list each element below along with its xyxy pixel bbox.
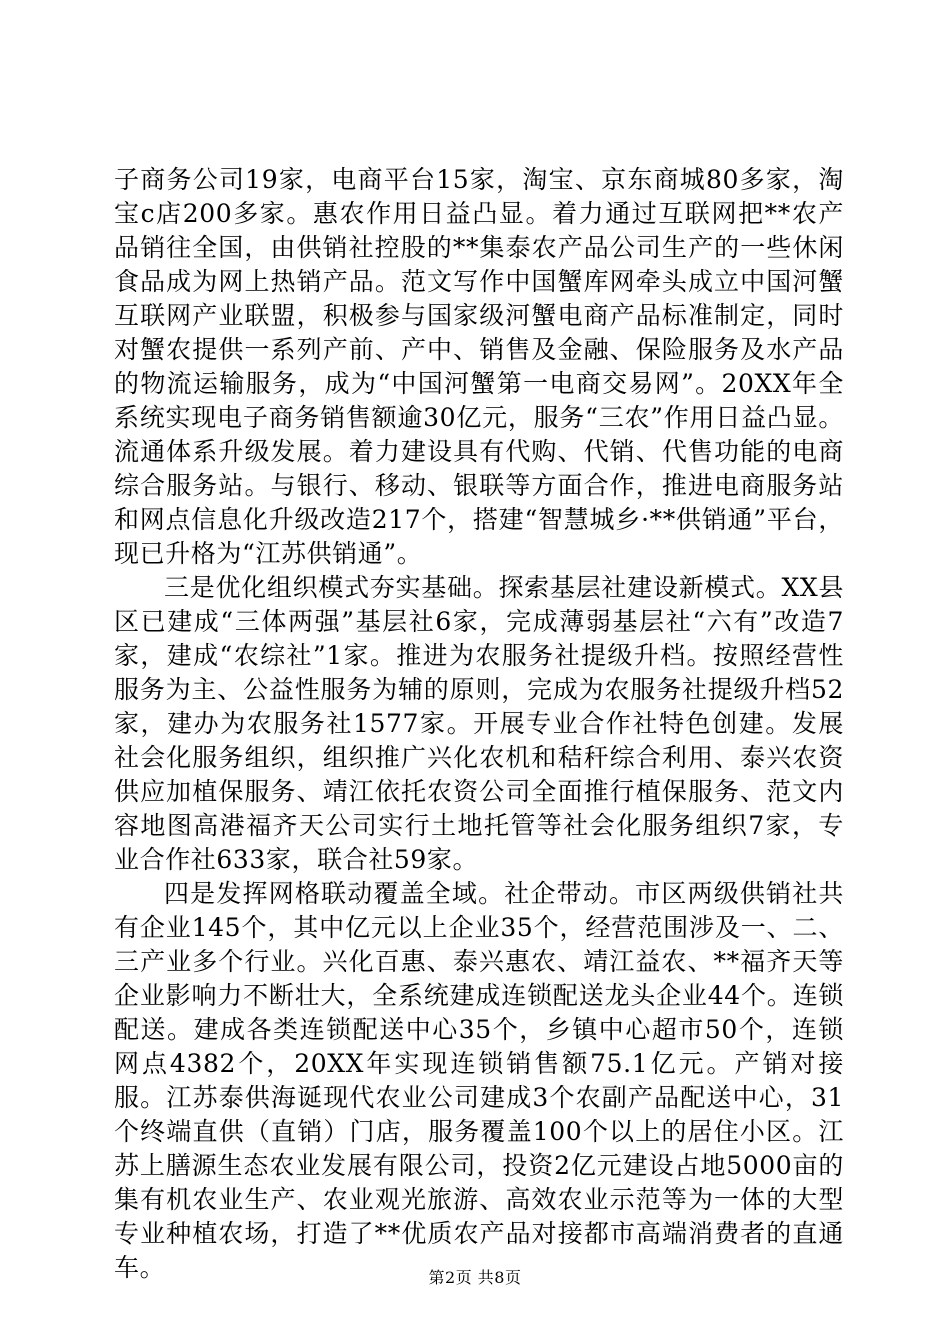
document-body: [114, 163, 844, 1285]
page-number-footer: 第2页 共8页: [428, 1268, 522, 1287]
paragraph-organization-model: 三是优化组织模式夯实基础。探索基层社建设新模式。XX县区已建成“三体两强”基层社6家，完成薄弱基层社“六有”改造7家，建成“农综社”1家。推进为农服务社提级升档。按照经营性服务为主、公益性服务为辅的原则，完成为农服务社提级升档52家，建办为农服务社1577家。开展专业合作社特色创建。发展社会化服务组织，组织推广兴化农机和秸秆综合利用、泰兴农资供应加植保服务、靖江依托农资公司全面推行植保服务、范文内容地图高港福齐天公司实行土地托管等社会化服务组织7家，专业合作社633家，联合社59家。: [114, 573, 844, 874]
paragraph-grid-coverage: 四是发挥网格联动覆盖全域。社企带动。市区两级供销社共有企业145个，其中亿元以上企业35个，经营范围涉及一、二、三产业多个行业。兴化百惠、泰兴惠农、靖江益农、**福齐天等企业影响力不断壮大，全系统建成连锁配送龙头企业44个。连锁配送。建成各类连锁配送中心35个，乡镇中心超市50个，连锁网点4382个，20XX年实现连锁销售额75.1亿元。产销对接服。江苏泰供海诞现代农业公司建成3个农副产品配送中心，31个终端直供（直销）门店，服务覆盖100个以上的居住小区。江苏上膳源生态农业发展有限公司，投资2亿元建设占地5000亩的集有机农业生产、农业观光旅游、高效农业示范等为一体的大型专业种植农场，打造了**优质农产品对接都市高端消费者的直通车。: [114, 879, 844, 1282]
paragraph-ecommerce: 子商务公司19家，电商平台15家，淘宝、京东商城80多家，淘宝c店200多家。惠农作用日益凸显。着力通过互联网把**农产品销往全国，由供销社控股的**集泰农产品公司生产的一些休闲食品成为网上热销产品。范文写作中国蟹库网牵头成立中国河蟹互联网产业联盟，积极参与国家级河蟹电商产品标准制定，同时对蟹农提供一系列产前、产中、销售及金融、保险服务及水产品的物流运输服务，成为“中国河蟹第一电商交易网”。20XX年全系统实现电子商务销售额逾30亿元，服务“三农”作用日益凸显。流通体系升级发展。着力建设具有代购、代销、代售功能的电商综合服务站。与银行、移动、银联等方面合作，推进电商服务站和网点信息化升级改造217个，搭建“智慧城乡·**供销通”平台，现已升格为“江苏供销通”。: [114, 165, 844, 568]
